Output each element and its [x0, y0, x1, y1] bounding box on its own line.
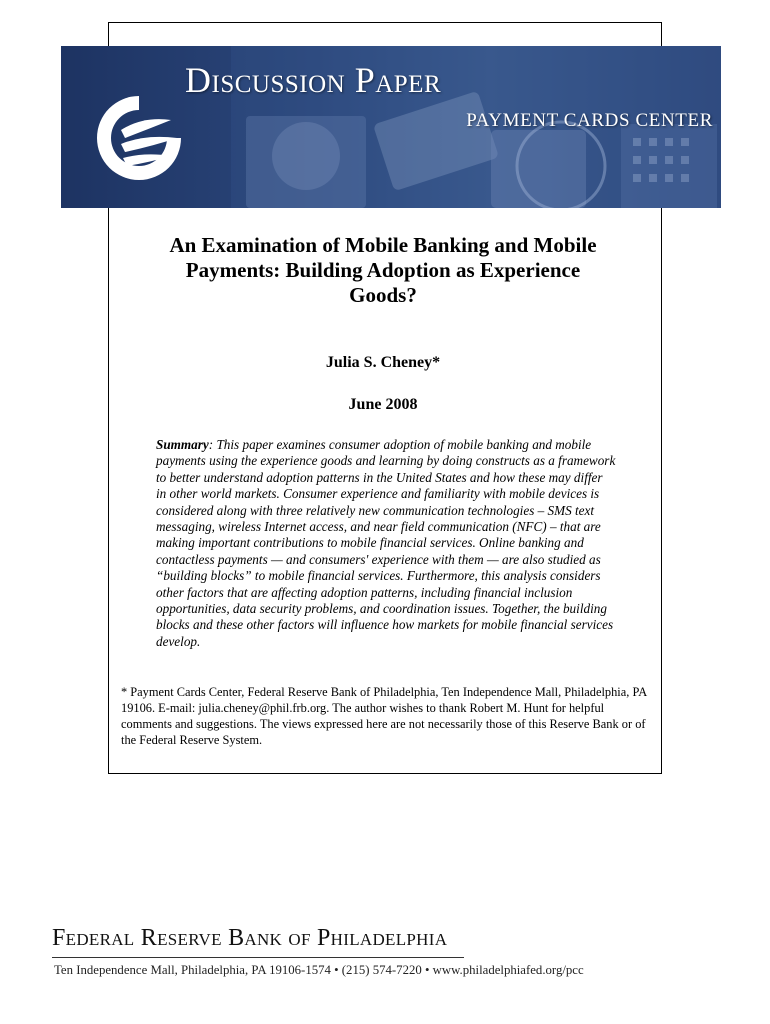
- discussion-paper-banner: [61, 46, 721, 208]
- paper-author: Julia S. Cheney*: [325, 354, 441, 371]
- banner-subtitle: PAYMENT CARDS CENTER: [466, 110, 713, 131]
- summary-text: : This paper examines consumer adoption of mobile banking and mobile payments using the experience goods and learning by doing constructs as a framework to better understand adoption patterns in the United States and how these may differ in other world markets. Consumer experience and familiarity with mobile devices is considered along with three relatively new communication technologies – SMS text messaging, wireless Internet access, and near field communication (NFC) – that are making important contributions to mobile financial services. Online banking and contactless payments — and consumers' experience with them — are also studied as “building blocks” to mobile financial services. Furthermore, this analysis considers other factors that are affecting adoption patterns, including financial inclusion opportunities, data security problems, and coordination issues. Together, the building blocks and these other factors will influence how markets for mobile financial services develop.: [156, 437, 616, 649]
- fed-eagle-logo-icon: [91, 90, 187, 186]
- summary-label: Summary: [156, 437, 209, 452]
- footer-institution-name: Federal Reserve Bank of Philadelphia: [52, 925, 448, 951]
- author-footnote: * Payment Cards Center, Federal Reserve Bank of Philadelphia, Ten Independence Mall, Philadelphia, PA 19106. E-mail: julia.cheney@phil.frb.org. The author wishes to thank Robert M. Hunt for helpful comments and suggestions. The views expressed here are not necessarily those of this Reserve Bank or of the Federal Reserve System.: [121, 685, 647, 747]
- footer-divider: [52, 957, 464, 958]
- paper-title: An Examination of Mobile Banking and Mobile Payments: Building Adoption as Experience Goods?: [169, 233, 597, 307]
- footer-address: Ten Independence Mall, Philadelphia, PA 19106-1574 • (215) 574-7220 • www.philadelphiafed.org/pcc: [54, 963, 584, 977]
- summary-paragraph: [156, 437, 616, 650]
- banner-title: Discussion Paper: [185, 60, 442, 100]
- paper-date: June 2008: [348, 396, 418, 413]
